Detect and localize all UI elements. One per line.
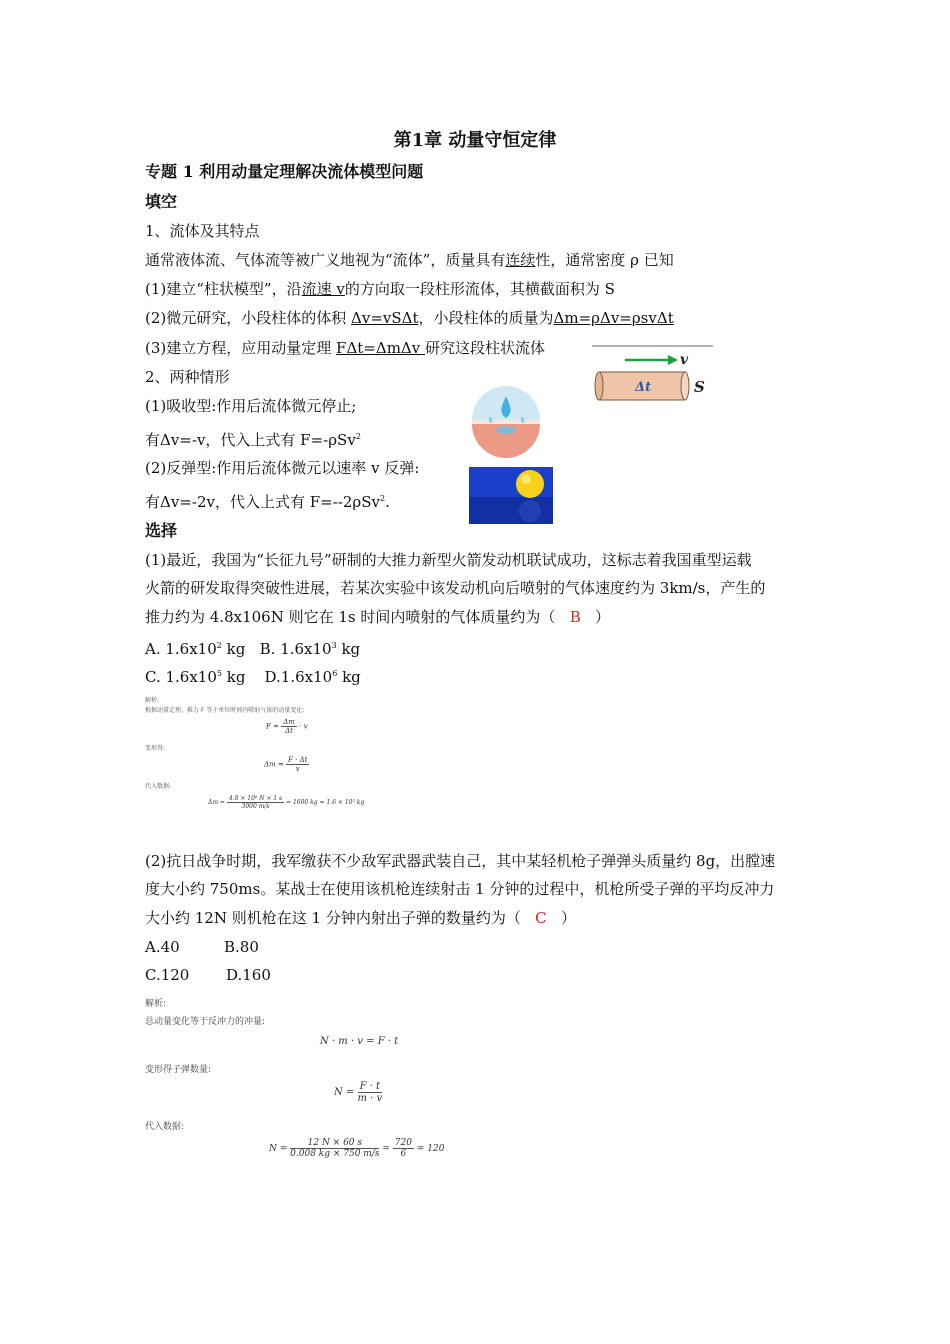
sol1-text2: 变形得: xyxy=(145,745,166,752)
case-absorb-equation: 有Δv=-v，代入上式有 F=-ρSv$^2$ xyxy=(145,431,361,449)
sol1-eq1: F = $\frac{\Delta m}{\Delta t}$ · v xyxy=(266,718,308,735)
rebound-illustration xyxy=(469,467,553,524)
step-2: (2)微元研究，小段柱体的体积 Δv=vSΔt，小段柱体的质量为Δm=ρΔv=ρsvΔt xyxy=(145,309,674,327)
fill-heading: 填空 xyxy=(145,192,178,211)
sol2-heading: 解析: xyxy=(145,999,167,1009)
q1-options-cd: C. $1.6x10^5$ kg $D.1.6x10^6$ kg xyxy=(145,668,361,686)
q2-option-c: C.120 xyxy=(145,966,190,984)
step-3: (3)建立方程，应用动量定理 FΔt=ΔmΔv 研究这段柱状流体 xyxy=(145,339,546,357)
fluid-description: 通常液体流、气体流等被广义地视为“流体”，质量具有连续性，通常密度 ρ 已知 xyxy=(145,251,674,269)
q2-line3: 大小约 12N 则机枪在这 1 分钟内射出子弹的数量约为（ C ） xyxy=(145,909,576,927)
sol2-text1: 总动量变化等于反冲力的冲量: xyxy=(145,1017,266,1027)
sol1-text1: 根据动量定理，推力 F 等于单位时间内喷射气体的动量变化: xyxy=(145,707,305,714)
q2-option-b: B.80 xyxy=(224,938,259,956)
absorb-illustration xyxy=(470,386,542,458)
sol2-text2: 变形得子弹数量: xyxy=(145,1065,212,1075)
q2-line1: (2)抗日战争时期，我军缴获不少敌军武器武装自己，其中某轻机枪子弹弹头质量约 8g，出膛速 xyxy=(145,852,776,870)
case-absorb: (1)吸收型:作用后流体微元停止; xyxy=(145,397,357,415)
q2-option-d: D.160 xyxy=(226,966,271,984)
q2-answer: C xyxy=(535,909,547,927)
area-label: S xyxy=(694,378,705,396)
q1-line2: 火箭的研发取得突破性进展，若某次实验中该发动机向后喷射的气体速度约为 3km/s，产生的 xyxy=(145,579,766,597)
chapter-title: 第1章 动量守恒定律 xyxy=(393,130,557,151)
case-rebound-equation: 有Δv=-2v，代入上式有 F=--2ρSv$^2$. xyxy=(145,493,390,511)
sol1-text3: 代入数据: xyxy=(145,783,172,790)
sol1-eq2: Δm = $\frac{F \cdot \Delta t}{v}$ xyxy=(264,756,308,773)
sol2-text3: 代入数据: xyxy=(145,1122,185,1132)
sol1-eq3: Δm = $\frac{\text{4.8 × 10⁶ N × 1 s}}{3000 m/s}$ = 1600 kg = 1.6 × 10³ kg xyxy=(208,795,365,810)
q1-options-ab: A. $1.6x10^2$ kg B. $1.6x10^3$ kg xyxy=(145,640,361,658)
velocity-label: v xyxy=(680,352,689,368)
sol1-heading: 解析: xyxy=(145,697,160,704)
choice-heading: 选择 xyxy=(145,521,178,540)
sol2-eq1: N · m · v = F · t xyxy=(320,1036,399,1047)
step-1: (1)建立“柱状模型”，沿流速 v的方向取一段柱形流体，其横截面积为 S xyxy=(145,280,615,298)
q1-line1: (1)最近，我国为“长征九号”研制的大推力新型火箭发动机联试成功，这标志着我国重型运载 xyxy=(145,551,752,569)
q2-option-a: A.40 xyxy=(145,938,180,956)
sol2-eq3: N = $\frac{12 N \times 60 s}{0.008 kg \times 750 m/s}$ = $\frac{720}{6}$ = 120 xyxy=(269,1138,445,1159)
q1-line3: 推力约为 4.8x106N 则它在 1s 时间内喷射的气体质量约为（ B ） xyxy=(145,608,611,626)
section1-heading: 1、流体及其特点 xyxy=(145,222,260,240)
q2-line2: 度大小约 750ms。某战士在使用该机枪连续射击 1 分钟的过程中，机枪所受子弹的平均反冲力 xyxy=(145,880,775,898)
dt-label: Δt xyxy=(635,380,652,395)
q1-answer: B xyxy=(569,608,581,626)
case-rebound: (2)反弹型:作用后流体微元以速率 v 反弹: xyxy=(145,459,420,477)
section2-heading: 2、两种情形 xyxy=(145,368,230,386)
sol2-eq2: N = $\frac{F \cdot t}{m \cdot v}$ xyxy=(334,1081,383,1104)
topic-heading: 专题 1 利用动量定理解决流体模型问题 xyxy=(145,162,424,181)
fluid-column-diagram xyxy=(590,342,715,404)
